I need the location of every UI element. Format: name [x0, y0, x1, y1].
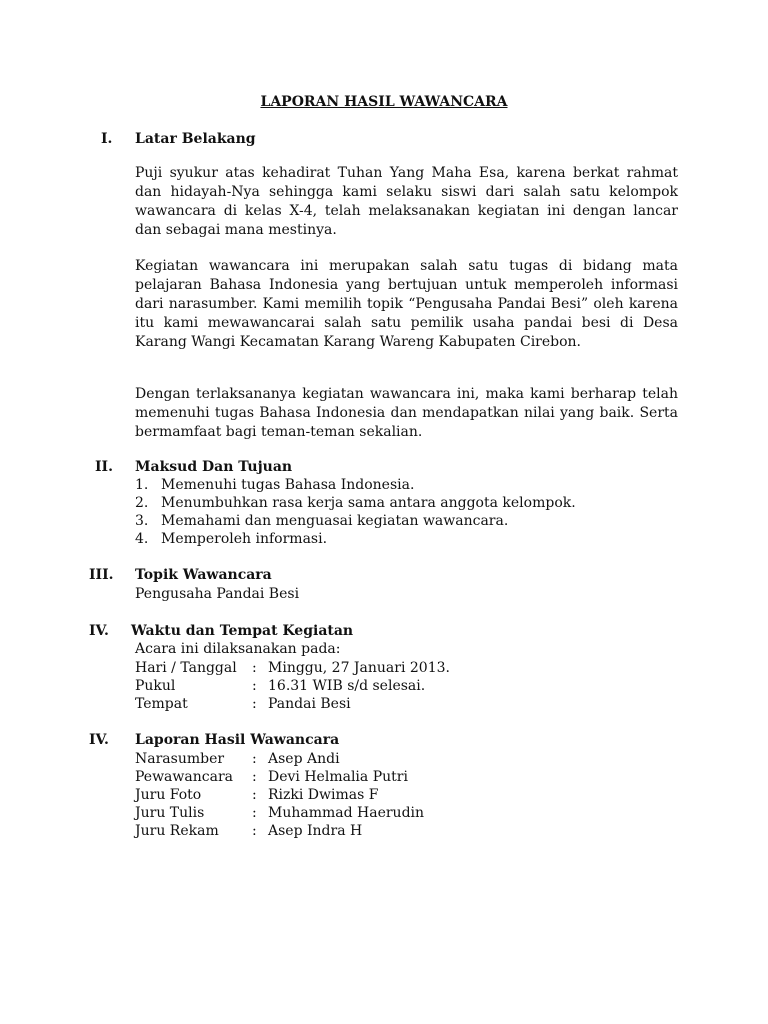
- row-value: Devi Helmalia Putri: [268, 769, 408, 785]
- row-value: Muhammad Haerudin: [268, 805, 425, 821]
- section-title: Maksud Dan Tujuan: [135, 459, 293, 475]
- list-item: [135, 494, 576, 512]
- paragraph-text: Dengan terlaksananya kegiatan wawancara ini, maka kami berharap telah memenuhi tugas Bahasa Indonesia dan mendapatkan nilai yang baik. Serta bermamfaat bagi teman-teman sekalian.: [135, 386, 678, 440]
- row-colon: :: [252, 805, 257, 821]
- row-label: Juru Rekam: [135, 823, 219, 839]
- row-colon: :: [252, 787, 257, 803]
- list-text: Menumbuhkan rasa kerja sama antara anggota kelompok.: [161, 495, 576, 511]
- list-text: Memperoleh informasi.: [161, 531, 328, 547]
- paragraph: [135, 385, 678, 442]
- schedule-intro: Acara ini dilaksanakan pada:: [135, 641, 341, 657]
- row-label: Pewawancara: [135, 769, 233, 785]
- row-label: Tempat: [135, 696, 188, 712]
- section-title: Topik Wawancara: [135, 567, 272, 583]
- row-colon: :: [252, 696, 257, 712]
- row-value: Pandai Besi: [268, 696, 351, 712]
- row-value: Asep Indra H: [268, 823, 363, 839]
- section-title: Waktu dan Tempat Kegiatan: [131, 623, 354, 639]
- list-text: Memenuhi tugas Bahasa Indonesia.: [161, 477, 415, 493]
- list-item: [135, 530, 576, 548]
- list-number: 1.: [135, 477, 149, 493]
- row-label: Pukul: [135, 678, 176, 694]
- row-colon: :: [252, 678, 257, 694]
- section-number: IV.: [89, 623, 109, 639]
- objectives-list: [135, 476, 576, 548]
- list-text: Memahami dan menguasai kegiatan wawancara.: [161, 513, 509, 529]
- row-label: Juru Foto: [135, 787, 202, 803]
- list-number: 3.: [135, 513, 149, 529]
- row-colon: :: [252, 751, 257, 767]
- row-colon: :: [252, 660, 257, 676]
- section-number: II.: [95, 459, 113, 475]
- row-value: Minggu, 27 Januari 2013.: [268, 660, 450, 676]
- section-title: Latar Belakang: [135, 131, 256, 147]
- paragraph: [135, 257, 678, 352]
- row-label: Narasumber: [135, 751, 225, 767]
- section-number: I.: [101, 131, 113, 147]
- paragraph-text: Puji syukur atas kehadirat Tuhan Yang Maha Esa, karena berkat rahmat dan hidayah-Nya sehingga kami selaku siswi dari salah satu kelompok wawancara di kelas X-4, telah melaksanakan kegiatan ini dengan lancar dan sebagai mana mestinya.: [135, 165, 678, 238]
- row-colon: :: [252, 769, 257, 785]
- row-label: Hari / Tanggal: [135, 660, 237, 676]
- section-title: Laporan Hasil Wawancara: [135, 732, 340, 748]
- paragraph: [135, 164, 678, 240]
- paragraph-text: Kegiatan wawancara ini merupakan salah satu tugas di bidang mata pelajaran Bahasa Indonesia yang bertujuan untuk memperoleh informasi dari narasumber. Kami memilih topik “Pengusaha Pandai Besi” oleh karena itu kami mewawancarai salah satu pemilik usaha pandai besi di Desa Karang Wangi Kecamatan Karang Wareng Kabupaten Cirebon.: [135, 258, 678, 350]
- row-value: Asep Andi: [268, 751, 340, 767]
- list-number: 2.: [135, 495, 149, 511]
- list-item: [135, 512, 576, 530]
- document-title: LAPORAN HASIL WAWANCARA: [260, 94, 508, 110]
- list-item: [135, 476, 576, 494]
- topic-text: Pengusaha Pandai Besi: [135, 586, 300, 602]
- list-number: 4.: [135, 531, 149, 547]
- row-colon: :: [252, 823, 257, 839]
- row-value: Rizki Dwimas F: [268, 787, 379, 803]
- section-number: III.: [89, 567, 114, 583]
- section-number: IV.: [89, 732, 109, 748]
- row-value: 16.31 WIB s/d selesai.: [268, 678, 426, 694]
- row-label: Juru Tulis: [135, 805, 205, 821]
